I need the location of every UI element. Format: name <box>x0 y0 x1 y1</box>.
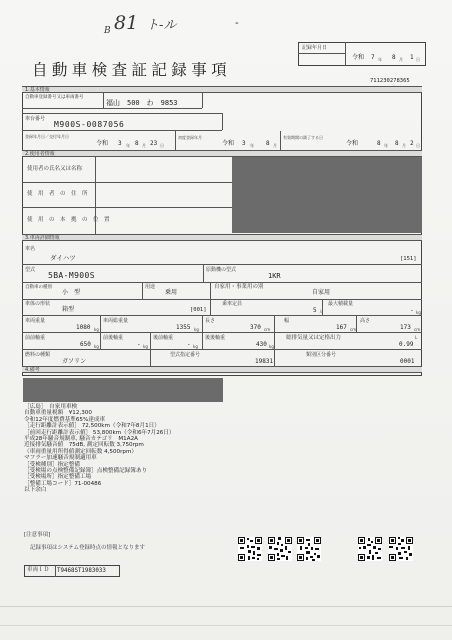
width-value: 167 <box>336 324 347 331</box>
weight-value: 1080 <box>76 324 91 331</box>
handwritten-number: 81 <box>114 12 139 34</box>
rear-axle-label: 後後軸重 <box>205 335 226 341</box>
class-value: 0001 <box>400 358 415 365</box>
section-remarks-header <box>22 366 422 373</box>
remark-line: ［整備工場コード］71-00486 <box>24 480 102 487</box>
remark-line: ［受検種別］指定整備 <box>24 461 80 468</box>
record-date-era: 令和 <box>352 54 365 61</box>
width-label: 幅 <box>284 318 290 324</box>
user-base-label: 使 用 の 本 拠 の 位 置 <box>27 217 110 223</box>
remark-line: ［前回走行距離計表示値］ 53,800km（令和6年7月26日） <box>24 429 175 436</box>
fuel-label: 燃料の種類 <box>25 352 51 358</box>
unit-month: 月 <box>142 143 146 148</box>
rear-axle-value: 430 <box>256 341 267 348</box>
front-axle-label: 前前軸重 <box>25 335 46 341</box>
shape-code: [001] <box>190 307 207 313</box>
handwritten-b: B <box>104 26 111 36</box>
maker-code: [151] <box>400 256 417 262</box>
engine-label: 原動機の型式 <box>206 267 237 273</box>
section-vehicle-title: 3.車両詳細情報 <box>25 234 60 241</box>
height-label: 高さ <box>360 318 371 324</box>
unit-year: 年 <box>126 143 130 148</box>
day-unit: 日 <box>416 57 420 62</box>
unit-month: 月 <box>402 143 406 148</box>
section-remarks-title: 4.備考 <box>25 366 40 373</box>
handwritten-dash: - <box>235 16 239 29</box>
max-load-unit: kg <box>416 310 421 315</box>
first-reg-year: 3 <box>118 140 122 147</box>
vehicle-id-value: T9468ST1983033 <box>57 567 106 574</box>
qr-code-5 <box>389 537 413 561</box>
rear-axle-unit: kg <box>269 344 274 349</box>
remark-line: ［広島］ 自家用車検 <box>24 404 78 410</box>
user-address-label: 使 用 者 の 住 所 <box>27 191 88 197</box>
front-axle-unit: kg <box>94 344 99 349</box>
remark-line: ［走行距離計表示値］ 72,500km（令和7年8月1日） <box>24 423 160 430</box>
kind-value: 小 型 <box>62 289 81 296</box>
height-value: 173 <box>400 324 411 331</box>
use-value: 乗用 <box>165 289 178 296</box>
section-user-header <box>22 150 422 157</box>
unit-day: 日 <box>416 143 420 148</box>
displacement-value: 0.99 <box>399 341 414 348</box>
first-reg-day: 23 <box>150 140 158 147</box>
remark-line: ［受検場所］指定整備工場 <box>24 474 92 481</box>
unit-day: 日 <box>160 143 164 148</box>
max-load-label: 最大積載量 <box>328 301 354 307</box>
redacted-remarks <box>23 378 223 402</box>
max-load-value: - <box>410 307 414 314</box>
length-value: 370 <box>250 324 261 331</box>
front-axle-value: 650 <box>80 341 91 348</box>
displacement-label: 総排気量又は定格出力 <box>286 335 342 341</box>
shape-label: 車体の形状 <box>25 301 51 307</box>
width-unit: cm <box>350 327 357 332</box>
qr-code-4 <box>358 537 382 561</box>
length-unit: cm <box>264 327 271 332</box>
capacity-value: 5 <box>313 307 317 314</box>
year-unit: 年 <box>378 57 382 62</box>
month-unit: 月 <box>399 57 403 62</box>
first-year-month: 8 <box>266 140 270 147</box>
rear-front-unit: kg <box>193 344 198 349</box>
rear-front-label: 後前軸重 <box>153 335 174 341</box>
handwritten-note: ト-ル <box>146 18 177 33</box>
shape-value: 箱型 <box>62 306 75 313</box>
designation-value: 19831 <box>255 358 274 365</box>
remark-line: （車両重量用所得値測定回転数 4,500rpm） <box>24 448 137 455</box>
designation-label: 型式指定番号 <box>170 352 201 358</box>
height-unit: cm <box>414 327 421 332</box>
kind-label: 自動車の種別 <box>25 285 52 290</box>
remark-line: 令和12年度燃費基準65%達成車 <box>24 416 106 423</box>
weight-label: 車両重量 <box>25 318 46 324</box>
record-date-year: 7 <box>371 54 375 61</box>
unit-year: 年 <box>384 143 388 148</box>
maker-label: 車名 <box>25 246 36 252</box>
expiry-era: 令和 <box>346 140 359 147</box>
section-basic-header <box>22 86 422 93</box>
model-label: 型式 <box>25 267 36 273</box>
first-year-label: 初度登録年月 <box>178 135 202 140</box>
weight-unit: kg <box>94 327 99 332</box>
expiry-day: 2 <box>410 140 414 147</box>
qr-code-3 <box>297 537 321 561</box>
front-rear-label: 前後軸重 <box>103 335 124 341</box>
expiry-year: 8 <box>377 140 381 147</box>
unit-month: 月 <box>273 143 277 148</box>
reg-label: 自動車登録番号又は車両番号 <box>25 95 84 100</box>
capacity-label: 乗車定員 <box>222 301 243 307</box>
notice-label: [注意事項] <box>24 532 51 538</box>
purpose-value: 自家用 <box>312 289 331 296</box>
remark-line: 平成28年騒音規制車, 騒音カテゴリ M1A2A <box>24 436 138 443</box>
rear-front-value: - <box>187 341 191 348</box>
front-rear-unit: kg <box>143 344 148 349</box>
first-reg-era: 令和 <box>96 140 109 147</box>
redacted-user-info <box>232 157 422 233</box>
record-date-day: 1 <box>410 54 414 61</box>
purpose-label: 自家用・事業用の別 <box>214 284 264 290</box>
user-name-label: 使用者の氏名又は名称 <box>27 166 83 172</box>
record-date-month: 8 <box>392 54 396 61</box>
vehicle-id-label: 車両ＩＤ <box>27 567 50 573</box>
engine-value: 1KR <box>268 272 281 280</box>
chassis-value: M900S-0087056 <box>54 120 125 129</box>
remark-line: 以下余白 <box>24 487 47 494</box>
model-value: 5BA-M900S <box>48 271 95 280</box>
fuel-value: ガソリン <box>62 358 87 365</box>
gross-unit: kg <box>194 327 199 332</box>
first-year-year: 3 <box>242 140 246 147</box>
front-rear-value: - <box>137 341 141 348</box>
document-title: 自動車検査証記録事項 <box>32 61 232 79</box>
qr-code-2 <box>268 537 292 561</box>
chassis-label: 車台番号 <box>25 116 46 122</box>
length-label: 長さ <box>205 318 216 324</box>
displacement-unit: L <box>415 335 418 340</box>
remarks-list <box>24 404 219 500</box>
notice-text: 記録事項はシステム登録時点の情報となります <box>30 545 145 551</box>
record-date-label: 記録年月日 <box>302 45 328 51</box>
gross-label: 車両総重量 <box>103 318 129 324</box>
scan-edge-line <box>0 625 452 626</box>
unit-year: 年 <box>250 143 254 148</box>
scan-edge-line <box>0 606 452 607</box>
remark-line: 自動車重量税額 ¥12,300 <box>24 410 92 417</box>
first-year-era: 令和 <box>222 140 235 147</box>
remark-line: マフラー加速騒音規制適用車 <box>24 455 97 462</box>
qr-code-1 <box>238 537 262 561</box>
gross-value: 1355 <box>176 324 191 331</box>
class-label: 類別区分番号 <box>306 352 337 358</box>
section-user-title: 2.使用者情報 <box>25 150 55 157</box>
reg-value: 福山 500 わ 9853 <box>106 99 178 107</box>
use-label: 用途 <box>145 284 156 290</box>
first-reg-label: 登録年月日／交付年月日 <box>25 134 69 139</box>
remark-line: 近接排気騒音値 75dB, 測定回転数 3,750rpm <box>24 442 144 449</box>
remark-line: ［受検場の点検整備記録簿］点検整備記録簿あり <box>24 468 148 475</box>
maker-value: ダイハツ <box>50 254 76 262</box>
document-number: 711230278365 <box>370 78 410 84</box>
expiry-month: 8 <box>395 140 399 147</box>
first-reg-month: 8 <box>135 140 139 147</box>
section-vehicle-header <box>22 234 422 241</box>
capacity-unit: 人 <box>319 309 323 314</box>
section-basic-title: 1.基本情報 <box>25 86 50 93</box>
expiry-label: 有効期間の満了する日 <box>283 135 323 140</box>
